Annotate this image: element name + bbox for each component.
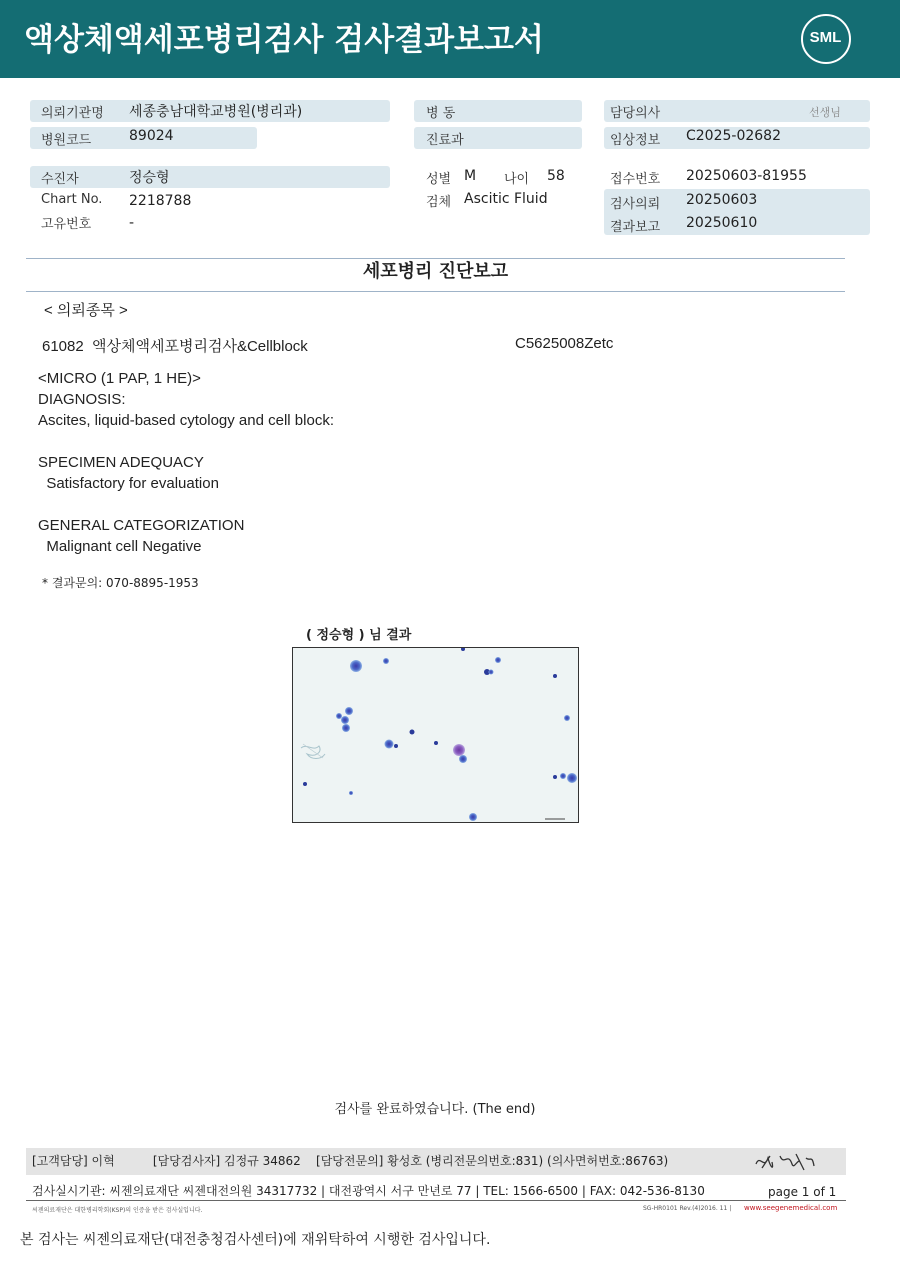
ward-label: 병 동: [426, 106, 456, 121]
age-label: 나이: [504, 172, 530, 187]
order-item: 61082 액상체액세포병리검사&Cellblock: [42, 338, 308, 355]
uid-label: 고유번호: [41, 217, 92, 232]
diagnosis-text: Ascites, liquid-based cytology and cell block:: [38, 412, 334, 429]
patient-value: 정승형: [129, 170, 170, 186]
adequacy-text: Satisfactory for evaluation: [38, 475, 219, 492]
order-heading: < 의뢰종목 >: [44, 302, 128, 319]
report-date-value: 20250610: [686, 215, 758, 231]
section-bottom-rule: [26, 291, 845, 292]
report-date-label: 결과보고: [610, 220, 661, 235]
request-value: 20250603: [686, 192, 758, 208]
patient-label: 수진자: [41, 172, 79, 187]
specimen-label: 검체: [426, 195, 452, 210]
receipt-value: 20250603-81955: [686, 168, 807, 184]
certification-note: 씨젠의료재단은 대한병리학회(KSP)의 인증을 받은 검사실입니다.: [32, 1207, 203, 1214]
footer-institution-line: 검사실시기관: 씨젠의료재단 씨젠대전의원 34317732 | 대전광역시 서구 만년로 77 | TEL: 1566-6500 | FAX: 042-536-8130: [32, 1184, 705, 1198]
diagnosis-label: DIAGNOSIS:: [38, 391, 126, 408]
bottom-note: 본 검사는 씨젠의료재단(대전충청검사센터)에 재위탁하여 시행한 검사입니다.: [20, 1232, 491, 1248]
uid-value: -: [129, 215, 135, 231]
patient-row: [30, 166, 390, 188]
report-header: [0, 0, 900, 78]
footer-staff-line: [고객담당] 이혁 [담당검사자] 김정규 34862 [담당전문의] 황성호 (병리전문의번호:831) (의사면허번호:86763): [32, 1154, 669, 1168]
category-text: Malignant cell Negative: [38, 538, 202, 555]
report-title: 액상체액세포병리검사 검사결과보고서: [24, 22, 544, 58]
clinical-label: 임상정보: [610, 133, 661, 148]
cytology-image: [292, 647, 579, 823]
section-title: 세포병리 진단보고: [362, 261, 509, 282]
request-label: 검사의뢰: [610, 197, 661, 212]
footer-rule: [26, 1200, 846, 1201]
org-value: 세종충남대학교병원(병리과): [129, 104, 303, 120]
end-text: 검사를 완료하였습니다. (The end): [334, 1102, 536, 1117]
micro-line: <MICRO (1 PAP, 1 HE)>: [38, 370, 201, 387]
image-caption-text: ( 정승형 ) 님 결과: [306, 628, 412, 643]
clinical-value: C2025-02682: [686, 128, 781, 144]
order-code: C5625008Zetc: [515, 335, 614, 352]
age-value: 58: [547, 168, 565, 184]
org-label: 의뢰기관명: [41, 106, 104, 121]
sex-label: 성별: [426, 172, 452, 187]
cytology-image-art: [293, 648, 578, 822]
specimen-value: Ascitic Fluid: [464, 191, 548, 207]
page-number: page 1 of 1: [768, 1185, 837, 1199]
sex-value: M: [464, 168, 477, 184]
hosp-code-label: 병원코드: [41, 133, 92, 148]
website-link[interactable]: www.seegenemedical.com: [744, 1204, 838, 1212]
form-code: SG-HR0101 Rev.(4)2016. 11 |: [643, 1205, 732, 1212]
receipt-label: 접수번호: [610, 172, 661, 187]
dept-label: 진료과: [426, 133, 464, 148]
sml-logo: [801, 14, 851, 64]
signature-image: [752, 1148, 816, 1176]
chart-label: Chart No.: [41, 192, 103, 207]
logo-text: SML: [809, 29, 842, 46]
doctor-label: 담당의사: [610, 106, 661, 121]
hosp-code-value: 89024: [129, 128, 174, 144]
category-label: GENERAL CATEGORIZATION: [38, 517, 245, 534]
adequacy-label: SPECIMEN ADEQUACY: [38, 454, 204, 471]
chart-value: 2218788: [129, 193, 192, 209]
image-caption: [292, 624, 580, 643]
result-inquiry: * 결과문의: 070-8895-1953: [42, 576, 199, 590]
doctor-suffix: 선생님: [809, 106, 841, 119]
